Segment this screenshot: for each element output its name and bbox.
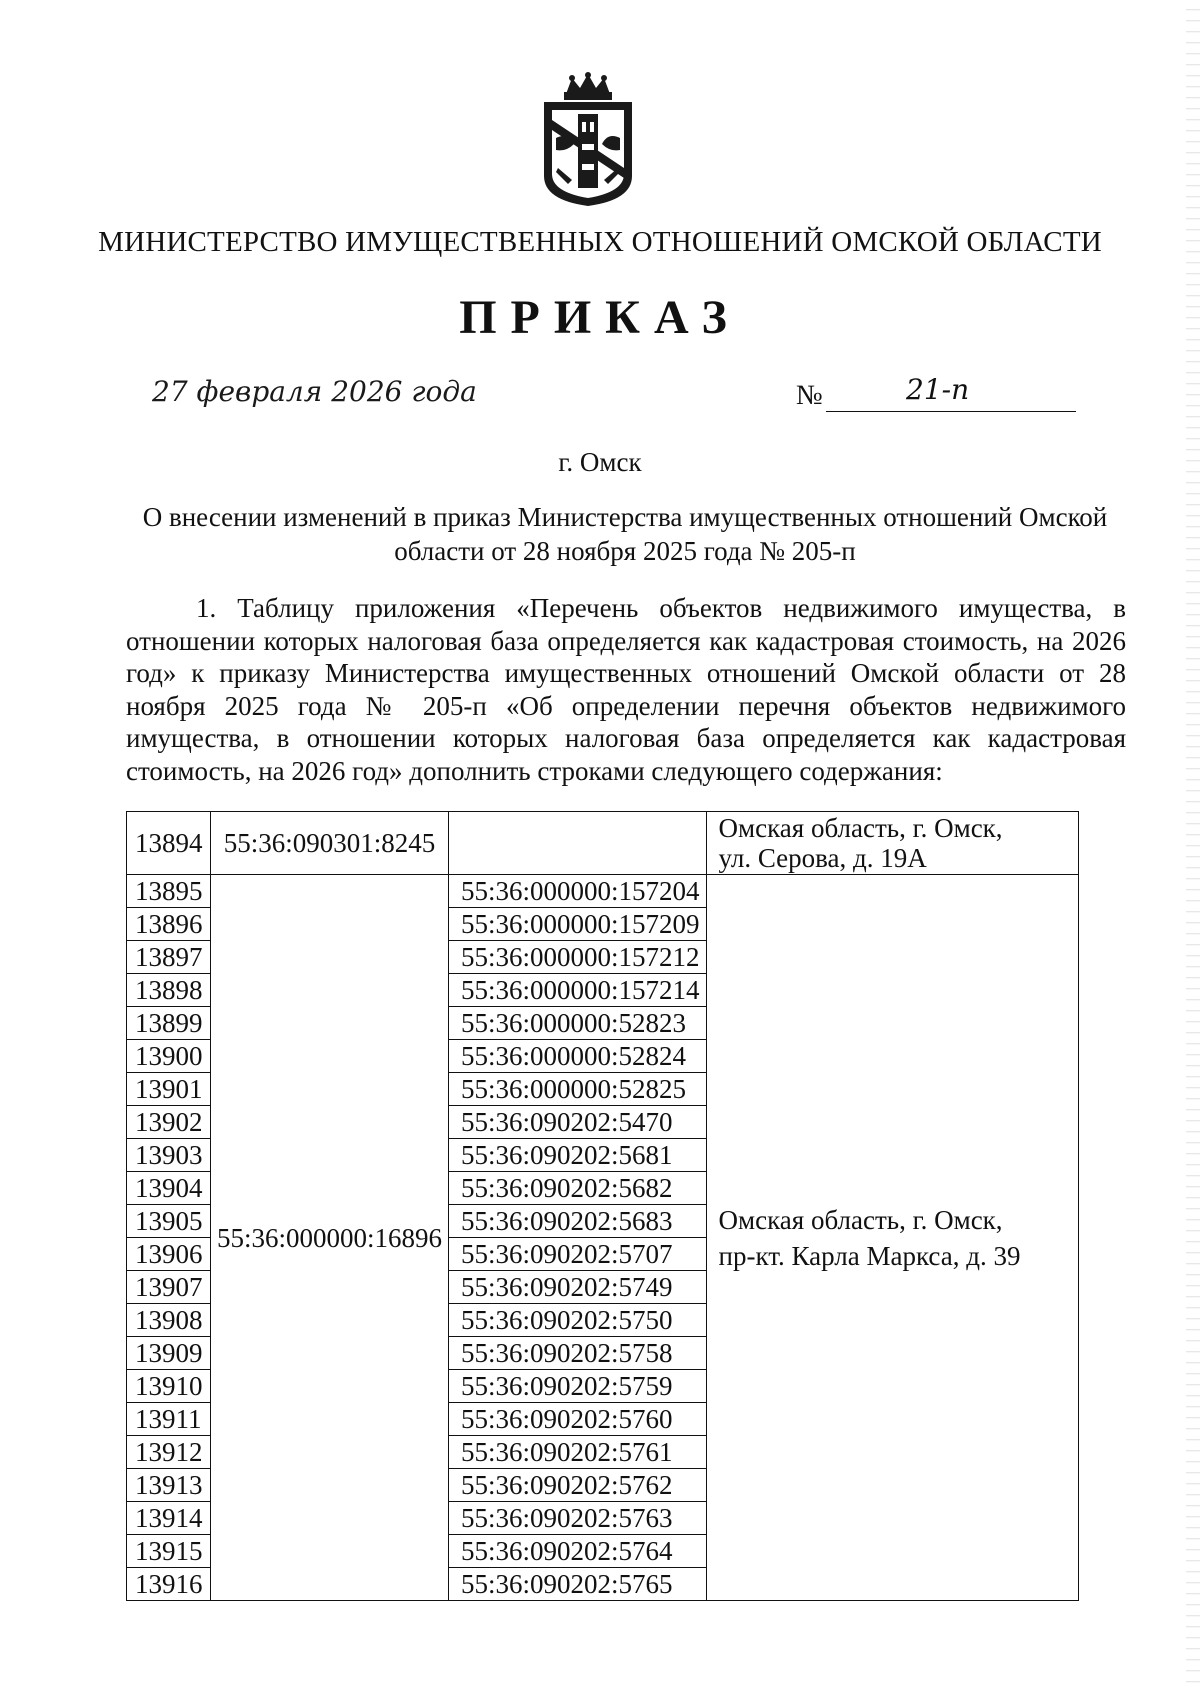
row-number-cell: 13906 xyxy=(127,1238,211,1271)
row-number-cell: 13908 xyxy=(127,1304,211,1337)
row-number-cell: 13894 xyxy=(127,812,211,875)
object-cadastral-cell: 55:36:000000:52823 xyxy=(449,1007,707,1040)
handwritten-document-number: 21-п xyxy=(906,373,970,406)
subject-line-1: О внесении изменений в приказ Министерства имущественных отношений Омской xyxy=(142,502,1108,532)
object-cadastral-cell: 55:36:090202:5763 xyxy=(449,1502,707,1535)
document-type-title: ПРИКАЗ xyxy=(459,291,741,344)
address-line-2: пр-кт. Карла Маркса, д. 39 xyxy=(718,1240,1021,1271)
building-cadastral-cell: 55:36:090301:8245 xyxy=(211,812,449,875)
object-cadastral-cell: 55:36:090202:5759 xyxy=(449,1370,707,1403)
subject-heading xyxy=(130,500,1120,568)
table-row xyxy=(127,875,1079,908)
row-number-cell: 13914 xyxy=(127,1502,211,1535)
object-cadastral-cell: 55:36:000000:52824 xyxy=(449,1040,707,1073)
row-number-cell: 13904 xyxy=(127,1172,211,1205)
address-cell xyxy=(706,875,1078,1601)
address-line-1: Омская область, г. Омск, xyxy=(718,1204,1003,1235)
table-row xyxy=(127,812,1079,875)
subject-line-2: области от 28 ноября 2025 года № 205-п xyxy=(394,536,856,566)
handwritten-date: 27 февраля 2026 года xyxy=(152,375,477,408)
address-cell xyxy=(706,812,1078,875)
row-number-cell: 13912 xyxy=(127,1436,211,1469)
row-number-cell: 13901 xyxy=(127,1073,211,1106)
objects-table-body xyxy=(127,812,1079,1601)
number-underline xyxy=(826,411,1076,412)
object-cadastral-cell: 55:36:000000:157209 xyxy=(449,908,707,941)
row-number-cell: 13900 xyxy=(127,1040,211,1073)
object-cadastral-cell: 55:36:090202:5750 xyxy=(449,1304,707,1337)
city-line: г. Омск xyxy=(558,447,642,477)
object-cadastral-cell xyxy=(449,812,707,875)
object-cadastral-cell: 55:36:090202:5681 xyxy=(449,1139,707,1172)
object-cadastral-cell: 55:36:090202:5758 xyxy=(449,1337,707,1370)
row-number-cell: 13898 xyxy=(127,974,211,1007)
row-number-cell: 13895 xyxy=(127,875,211,908)
object-cadastral-cell: 55:36:000000:157214 xyxy=(449,974,707,1007)
number-sign: № xyxy=(796,380,823,411)
objects-table xyxy=(126,811,1079,1601)
object-cadastral-cell: 55:36:090202:5761 xyxy=(449,1436,707,1469)
object-cadastral-cell: 55:36:090202:5707 xyxy=(449,1238,707,1271)
row-number-cell: 13897 xyxy=(127,941,211,974)
row-number-cell: 13915 xyxy=(127,1535,211,1568)
row-number-cell: 13910 xyxy=(127,1370,211,1403)
row-number-cell: 13902 xyxy=(127,1106,211,1139)
object-cadastral-cell: 55:36:090202:5683 xyxy=(449,1205,707,1238)
ministry-name: МИНИСТЕРСТВО ИМУЩЕСТВЕННЫХ ОТНОШЕНИЙ ОМСКОЙ ОБЛАСТИ xyxy=(98,226,1102,258)
object-cadastral-cell: 55:36:090202:5765 xyxy=(449,1568,707,1601)
row-number-cell: 13911 xyxy=(127,1403,211,1436)
row-number-cell: 13913 xyxy=(127,1469,211,1502)
row-number-cell: 13905 xyxy=(127,1205,211,1238)
row-number-cell: 13903 xyxy=(127,1139,211,1172)
object-cadastral-cell: 55:36:090202:5764 xyxy=(449,1535,707,1568)
address-line-2: ул. Серова, д. 19А xyxy=(718,843,927,873)
building-cadastral-cell: 55:36:000000:16896 xyxy=(211,875,449,1601)
body-paragraph: 1. Таблицу приложения «Перечень объектов недвижимого имущества, в отношении которых налоговая база определяется как кадастровая стоимость, на 2026 год» к приказу Министерства имущественных отношений Омской области от 28 ноября 2025 года № 205-п «Об определении перечня объектов недвижимого имущества, в отношении которых налоговая база определяется как кадастровая стоимость, на 2026 год» дополнить строками следующего содержания: xyxy=(126,593,1126,786)
address-line-1: Омская область, г. Омск, xyxy=(718,813,1003,843)
row-number-cell: 13916 xyxy=(127,1568,211,1601)
row-number-cell: 13896 xyxy=(127,908,211,941)
object-cadastral-cell: 55:36:000000:52825 xyxy=(449,1073,707,1106)
omsk-coat-of-arms-icon xyxy=(538,72,638,208)
row-number-cell: 13907 xyxy=(127,1271,211,1304)
object-cadastral-cell: 55:36:090202:5749 xyxy=(449,1271,707,1304)
object-cadastral-cell: 55:36:090202:5760 xyxy=(449,1403,707,1436)
row-number-cell: 13909 xyxy=(127,1337,211,1370)
document-number-field xyxy=(796,373,1078,414)
object-cadastral-cell: 55:36:090202:5682 xyxy=(449,1172,707,1205)
object-cadastral-cell: 55:36:090202:5470 xyxy=(449,1106,707,1139)
object-cadastral-cell: 55:36:000000:157212 xyxy=(449,941,707,974)
object-cadastral-cell: 55:36:000000:157204 xyxy=(449,875,707,908)
object-cadastral-cell: 55:36:090202:5762 xyxy=(449,1469,707,1502)
row-number-cell: 13899 xyxy=(127,1007,211,1040)
